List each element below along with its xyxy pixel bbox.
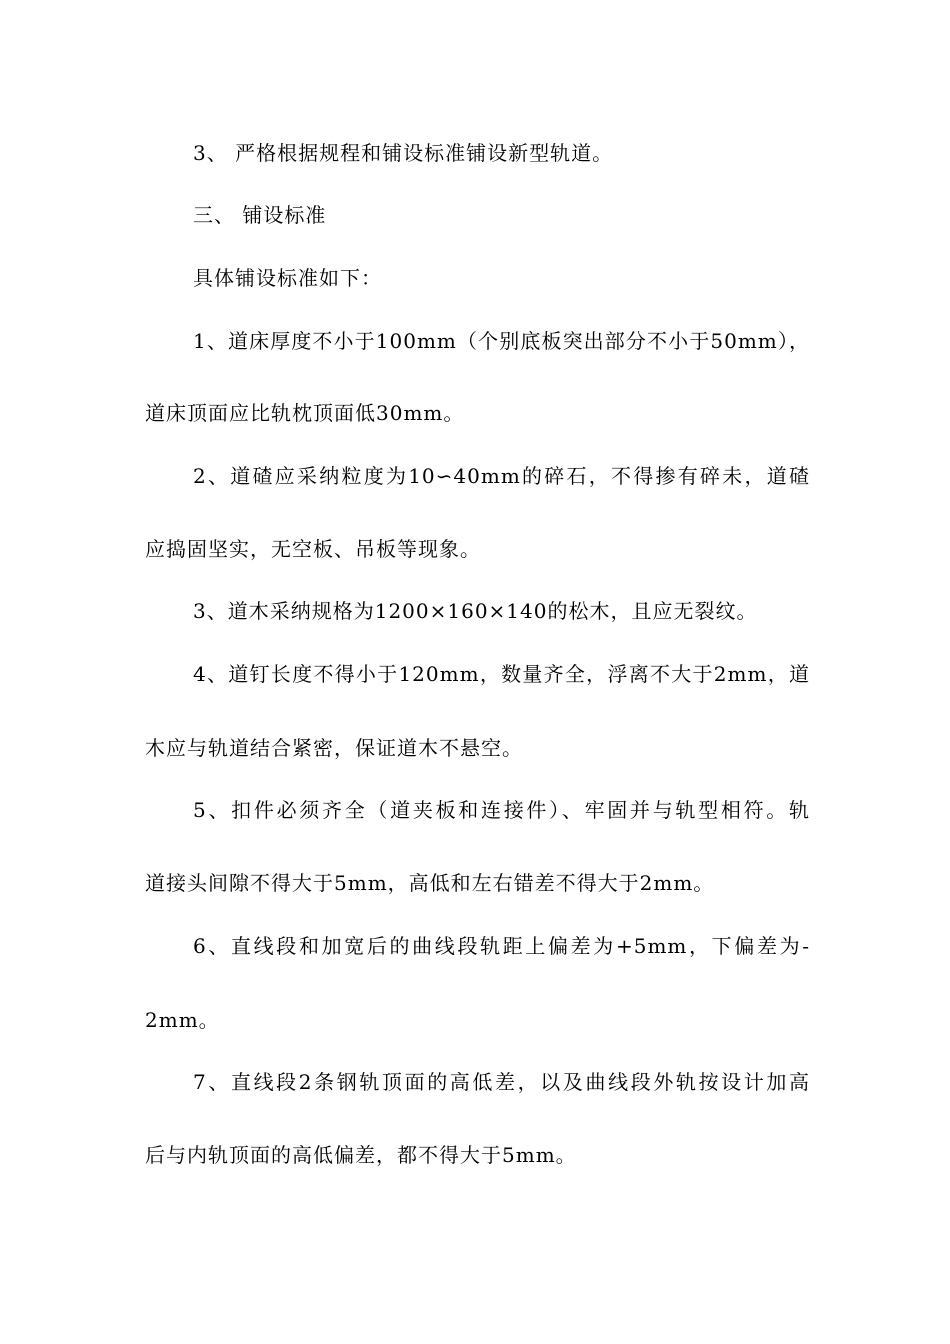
- item-7-line-2: 后与内轨顶面的高低偏差，都不得大于5mm。: [145, 1143, 577, 1167]
- item-1-line-1: 1、道床厚度不小于100mm（个别底板突出部分不小于50mm），: [193, 329, 810, 353]
- item-6-line-1: 6、直线段和加宽后的曲线段轨距上偏差为+5mm，下偏差为-: [193, 934, 810, 958]
- item-5-line-2: 道接头间隙不得大于5mm，高低和左右错差不得大于2mm。: [145, 871, 715, 895]
- intro-paragraph: 具体铺设标准如下：: [193, 266, 382, 290]
- item-5-line-1: 5、扣件必须齐全（道夹板和连接件）、牢固并与轨型相符。轨: [193, 798, 810, 822]
- item-3-continued: 3、 严格根据规程和铺设标准铺设新型轨道。: [193, 141, 614, 165]
- item-1-line-2: 道床顶面应比轨枕顶面低30mm。: [145, 401, 465, 425]
- item-2-line-1: 2、道碴应采纳粒度为10∽40mm的碎石，不得掺有碎未，道碴: [193, 464, 810, 488]
- item-4-line-2: 木应与轨道结合紧密，保证道木不悬空。: [145, 736, 523, 760]
- item-6-line-2: 2mm。: [145, 1008, 220, 1032]
- section-heading: 三、 铺设标准: [193, 203, 327, 227]
- item-7-line-1: 7、直线段2条钢轨顶面的高低差，以及曲线段外轨按设计加高: [193, 1070, 810, 1094]
- item-2-line-2: 应捣固坚实，无空板、吊板等现象。: [145, 537, 481, 561]
- item-4-line-1: 4、道钉长度不得小于120mm，数量齐全，浮离不大于2mm，道: [193, 662, 810, 686]
- item-3-line-1: 3、道木采纳规格为1200×160×140的松木，且应无裂纹。: [193, 599, 758, 623]
